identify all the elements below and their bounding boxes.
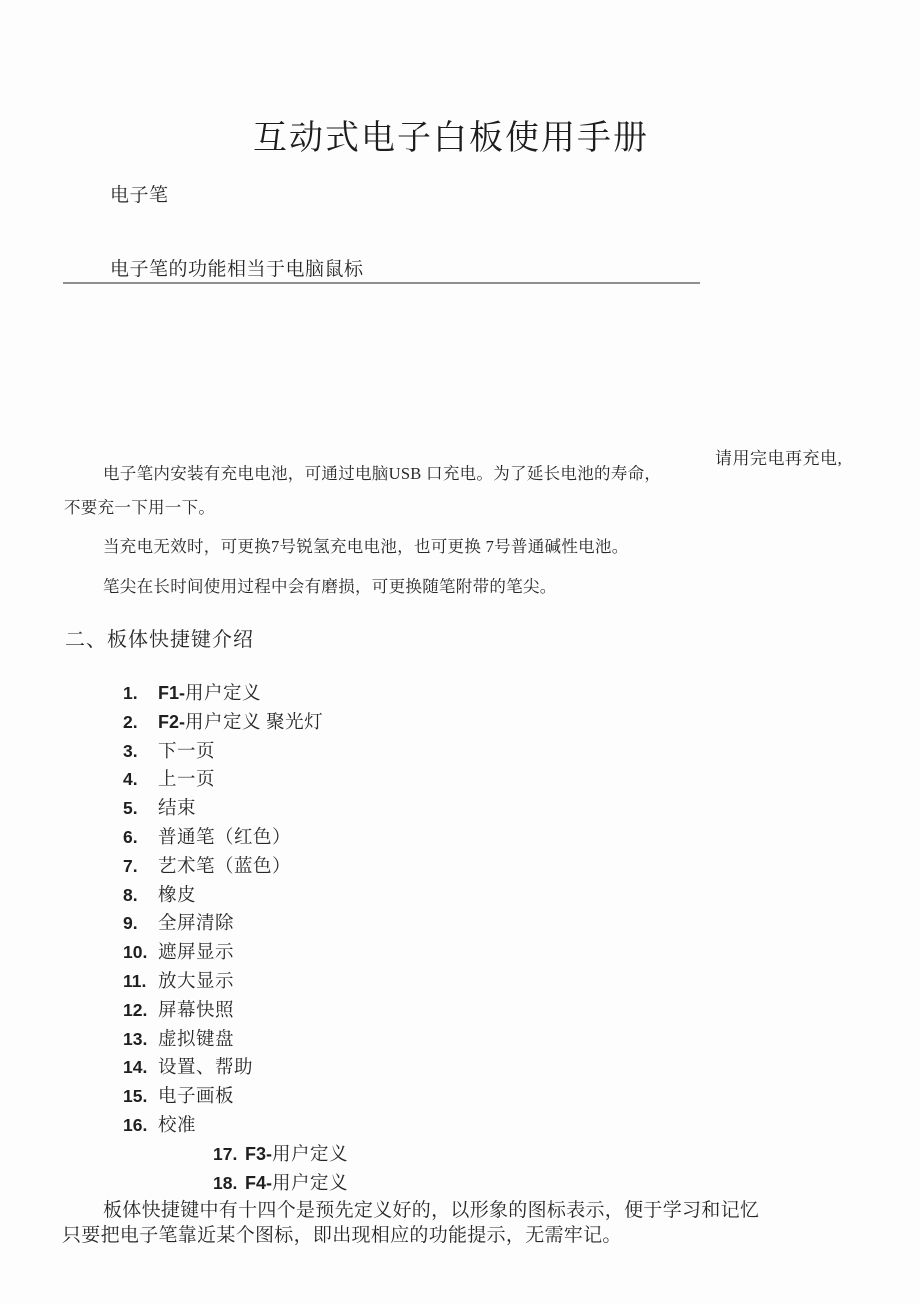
- item-label: 屏幕快照: [158, 1000, 235, 1021]
- list-item: [123, 1025, 348, 1054]
- shortcut-key-list: [123, 679, 348, 1197]
- item-number: 5.: [123, 798, 138, 819]
- item-number: 15.: [123, 1086, 148, 1107]
- item-label: 用户定义: [185, 684, 262, 704]
- item-number: 9.: [123, 913, 138, 934]
- list-item: [123, 881, 348, 910]
- item-label: 虚拟键盘: [158, 1029, 235, 1050]
- item-label: 用户定义 聚光灯: [185, 712, 324, 733]
- list-item: [123, 737, 348, 766]
- battery-paragraph-line-2: 不要充一下用一下。: [64, 498, 216, 517]
- item-label: 放大显示: [158, 971, 235, 992]
- item-label: 下一页: [158, 741, 216, 762]
- list-item: [123, 1053, 348, 1082]
- list-item: [123, 967, 348, 996]
- item-number: 3.: [123, 740, 138, 761]
- list-item: [213, 1169, 348, 1198]
- item-number: 18.: [213, 1172, 238, 1193]
- battery-paragraph-line-1: 电子笔内安装有充电电池，可通过电脑USB 口充电。为了延长电池的寿命，: [103, 464, 662, 483]
- item-number: 16.: [123, 1114, 148, 1135]
- pen-intro-line: 电子笔的功能相当于电脑鼠标: [110, 259, 364, 280]
- charge-note: 请用完电再充电,: [715, 449, 843, 468]
- battery-paragraph-line-3: 当充电无效时，可更换7号锐氢充电电池，也可更换 7号普通碱性电池。: [103, 537, 629, 556]
- item-number: 6.: [123, 826, 138, 847]
- item-label: 普通笔（红色）: [158, 827, 292, 848]
- item-number: 11.: [123, 970, 147, 991]
- battery-paragraph-line-4: 笔尖在长时间使用过程中会有磨损，可更换随笔附带的笔尖。: [103, 577, 557, 596]
- item-label: 校准: [158, 1115, 197, 1136]
- list-item: [123, 765, 348, 794]
- item-label: 上一页: [158, 770, 216, 791]
- list-item: [213, 1140, 348, 1169]
- item-label: 设置、帮助: [158, 1058, 254, 1079]
- item-key-prefix: F4-: [245, 1172, 272, 1193]
- item-label: 遮屏显示: [158, 943, 235, 964]
- shortcut-note-line-1: 板体快捷键中有十四个是预先定义好的，以形象的图标表示，便于学习和记忆: [103, 1200, 760, 1221]
- item-key-prefix: F2-: [158, 711, 185, 732]
- list-item: [123, 708, 348, 737]
- item-label: 艺术笔（蓝色）: [158, 856, 292, 877]
- item-number: 10.: [123, 942, 148, 963]
- item-label: 电子画板: [158, 1087, 235, 1108]
- shortcut-note-line-2: 只要把电子笔靠近某个图标，即出现相应的功能提示，无需牢记。: [62, 1225, 622, 1246]
- list-item: [123, 852, 348, 881]
- item-number: 12.: [123, 999, 148, 1020]
- section-heading-shortcuts: 二、板体快捷键介绍: [65, 629, 254, 651]
- item-key-prefix: F1-: [158, 683, 185, 703]
- pen-section-heading: 电子笔: [110, 185, 169, 206]
- item-label: 橡皮: [158, 885, 197, 906]
- item-number: 1.: [123, 683, 138, 703]
- item-number: 8.: [123, 884, 138, 905]
- item-label: 全屏清除: [158, 914, 235, 935]
- item-number: 13.: [123, 1028, 148, 1049]
- list-item: [123, 996, 348, 1025]
- horizontal-rule: [63, 282, 700, 284]
- page-title: 互动式电子白板使用手册: [253, 120, 649, 157]
- list-item: [123, 794, 348, 823]
- list-item: [123, 938, 348, 967]
- item-label: 用户定义: [272, 1144, 349, 1165]
- list-item: [123, 1111, 348, 1140]
- list-item: [123, 679, 348, 708]
- list-item: [123, 1082, 348, 1111]
- list-item: [123, 823, 348, 852]
- item-label: 用户定义: [272, 1173, 349, 1194]
- item-label: 结束: [158, 799, 197, 820]
- item-key-prefix: F3-: [245, 1143, 272, 1164]
- item-number: 4.: [123, 769, 138, 790]
- item-number: 7.: [123, 855, 138, 876]
- list-item: [123, 909, 348, 938]
- item-number: 14.: [123, 1057, 148, 1078]
- item-number: 2.: [123, 711, 138, 732]
- item-number: 17.: [213, 1143, 238, 1164]
